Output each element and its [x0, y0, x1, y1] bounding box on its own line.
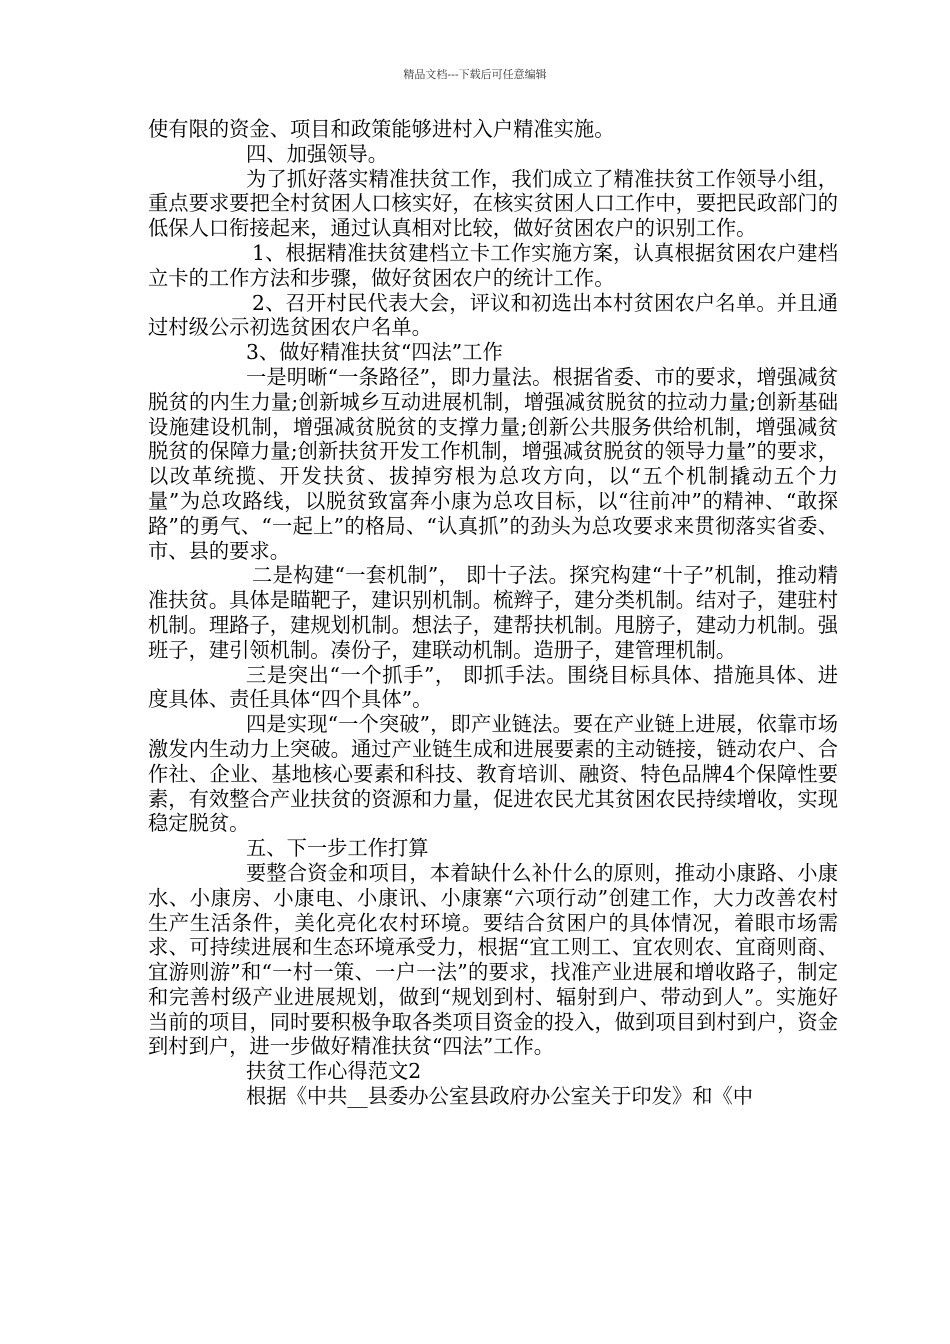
paragraph: 使有限的资金、项目和政策能够进村入户精准实施。 — [148, 117, 615, 141]
paragraph: 四是实现“一个突破”，即产业链法。要在产业链上进展，依靠市场激发内生动力上突破。通过产业链生成和进展要素的主动链接，链动农户、合作社、企业、基地核心要素和科技、教育培训、融资、特色品牌4个保障性要素，有效整合产业扶贫的资源和力量，促进农民尤其贫困农民持续增收，实现稳定脱贫。 — [148, 712, 838, 836]
paragraph: 二是构建“一套机制”， 即十子法。探究构建“十子”机制，推动精准扶贫。具体是瞄靶子，建识别机制。梳辫子，建分类机制。结对子，建驻村机制。理路子，建规划机制。想法子，建帮扶机制。甩膀子，建动力机制。强班子，建引领机制。凑份子，建联动机制。造册子，建管理机制。 — [148, 563, 838, 662]
section-heading: 五、下一步工作打算 — [246, 836, 429, 861]
numbered-item: 2、召开村民代表大会，评议和初选出本村贫困农户名单。并且通过村级公示初选贫困农户名单。 — [148, 290, 838, 340]
paragraph: 三是突出“一个抓手”， 即抓手法。围绕目标具体、措施具体、进度具体、责任具体“四个具体”。 — [148, 662, 838, 712]
page-header: 精品文档---下载后可任意编辑 — [403, 68, 547, 81]
paragraph: 根据《中共__县委办公室县政府办公室关于印发》和《中 — [246, 1084, 754, 1109]
section-title: 扶贫工作心得范文2 — [246, 1059, 422, 1084]
document-body — [148, 117, 838, 1109]
numbered-item: 3、做好精准扶贫“四法”工作 — [246, 340, 503, 365]
paragraph: 为了抓好落实精准扶贫工作，我们成立了精准扶贫工作领导小组，重点要求要把全村贫困人口核实好，在核实贫困人口工作中，要把民政部门的低保人口衔接起来，通过认真相对比较，做好贫困农户的识别工作。 — [148, 166, 838, 241]
paragraph: 要整合资金和项目，本着缺什么补什么的原则，推动小康路、小康水、小康房、小康电、小康讯、小康寨“六项行动”创建工作，大力改善农村生产生活条件，美化亮化农村环境。要结合贫困户的具体情况，着眼市场需求、可持续进展和生态环境承受力，根据“宜工则工、宜农则农、宜商则商、宜游则游”和“一村一策、一户一法”的要求，找准产业进展和增收路子，制定和完善村级产业进展规划，做到“规划到村、辐射到户、带动到人”。实施好当前的项目，同时要积极争取各类项目资金的投入，做到项目到村到户，资金到村到户，进一步做好精准扶贫“四法”工作。 — [148, 860, 838, 1059]
paragraph: 一是明晰“一条路径”，即力量法。根据省委、市的要求，增强减贫脱贫的内生力量;创新城乡互动进展机制，增强减贫脱贫的拉动力量;创新基础设施建设机制，增强减贫脱贫的支撑力量;创新公共服务供给机制，增强减贫脱贫的保障力量;创新扶贫开发工作机制，增强减贫脱贫的领导力量”的要求，以改革统揽、开发扶贫、拔掉穷根为总攻方向，以“五个机制撬动五个力量”为总攻路线，以脱贫致富奔小康为总攻目标，以“往前冲”的精神、“敢探路”的勇气、“一起上”的格局、“认真抓”的劲头为总攻要求来贯彻落实省委、市、县的要求。 — [148, 364, 838, 563]
section-heading: 四、加强领导。 — [246, 141, 388, 166]
numbered-item: 1、根据精准扶贫建档立卡工作实施方案，认真根据贫困农户建档立卡的工作方法和步骤，做好贫困农户的统计工作。 — [148, 240, 838, 290]
